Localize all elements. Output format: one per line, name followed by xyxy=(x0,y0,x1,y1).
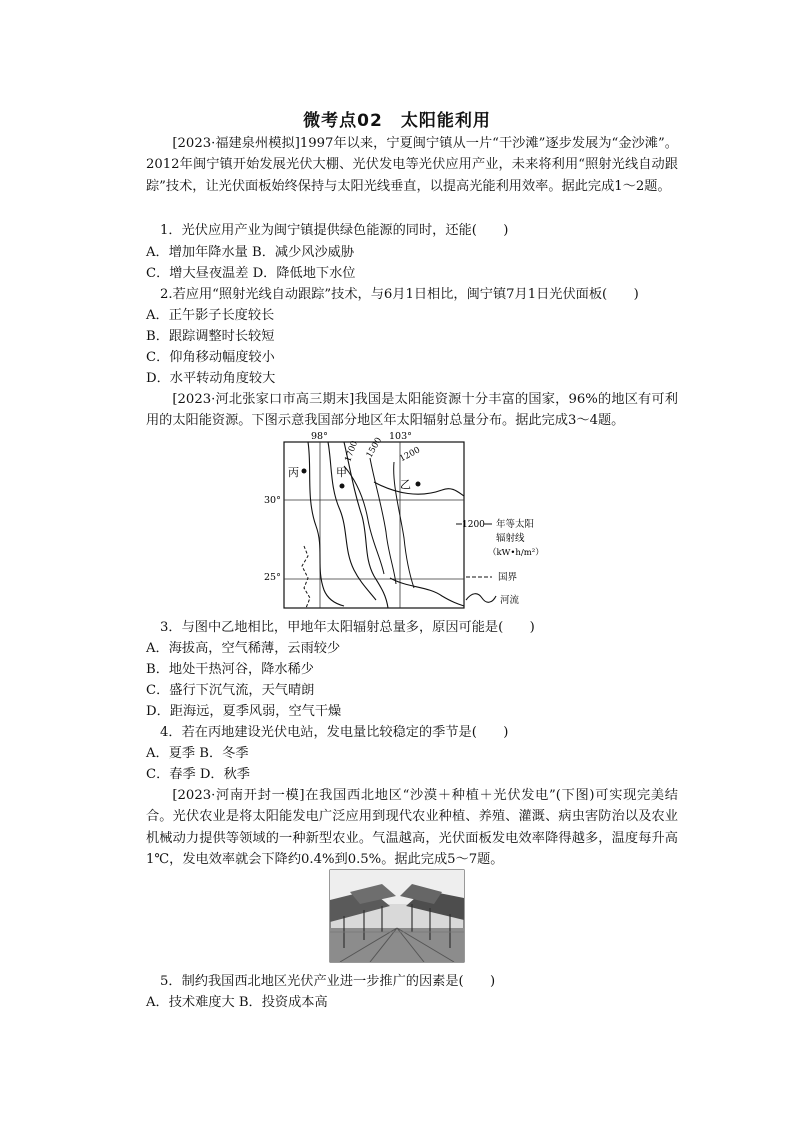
q2-option-d: D．水平转动角度较大 xyxy=(146,371,276,386)
q2-stem: 2.若应用“照射光线自动跟踪”技术，与6月1日相比，闽宁镇7月1日光伏面板( ) xyxy=(160,287,639,302)
intro-passage-1: [2023·福建泉州模拟]1997年以来，宁夏闽宁镇从一片“干沙滩”逐步发展为“金沙滩”。2012年闽宁镇开始发展光伏大棚、光伏发电等光伏应用产业，未来将利用“照射光线自动跟踪”技术，让光伏面板始终保持与太阳光线垂直，以提高光能利用效率。据此完成1～2题。 xyxy=(146,136,678,194)
q2-option-a: A．正午影子长度较长 xyxy=(146,308,275,323)
q4-stem: 4．若在丙地建设光伏电站，发电量比较稳定的季节是( ) xyxy=(160,725,509,740)
agrivoltaic-photo xyxy=(330,870,464,962)
place-dot-jia xyxy=(340,484,345,489)
q3-option-d: D．距海远，夏季风弱，空气干燥 xyxy=(146,704,342,719)
q3-option-b: B．地处干热河谷，降水稀少 xyxy=(146,662,314,677)
lon-label-98: 98° xyxy=(311,431,328,442)
q4-options-cd: C．春季 D．秋季 xyxy=(146,767,250,782)
legend-iso-label-2: 辐射线 xyxy=(496,533,525,544)
solar-radiation-map xyxy=(264,428,560,614)
q1-stem: 1．光伏应用产业为闽宁镇提供绿色能源的同时，还能( ) xyxy=(160,223,509,238)
map-frame xyxy=(284,439,464,608)
q2-option-b: B．跟踪调整时长较短 xyxy=(146,329,275,344)
legend-iso-value: 1200 xyxy=(462,520,485,530)
lat-label-25: 25° xyxy=(264,572,281,583)
q1-options-cd: C．增大昼夜温差 D．降低地下水位 xyxy=(146,266,356,281)
intro-passage-3: [2023·河南开封一模]在我国西北地区“沙漠＋种植＋光伏发电”(下图)可实现完美结合。光伏农业是将太阳能发电广泛应用到现代农业种植、养殖、灌溉、病虫害防治以及农业机械动力提供等领域的一种新型农业。气温越高，光伏面板发电效率降得越多，温度每升高1℃，发电效率就会下降约0.4%到0.5%。据此完成5～7题。 xyxy=(146,788,678,867)
place-label-yi: 乙 xyxy=(400,478,411,491)
q3-option-a: A．海拔高，空气稀薄，云雨较少 xyxy=(146,641,341,656)
q5-stem: 5．制约我国西北地区光伏产业进一步推广的因素是( ) xyxy=(160,974,496,989)
legend-iso-unit: （kW•h/m²） xyxy=(488,548,544,558)
isoline-label-1500: 1500 xyxy=(364,435,385,460)
legend-iso-label-1: 年等太阳 xyxy=(496,519,535,530)
legend-border-label: 国界 xyxy=(498,572,518,583)
isoline-label-1200: 1200 xyxy=(398,445,422,465)
isoline-label-1700: 1700 xyxy=(343,439,361,464)
legend-river-label: 河流 xyxy=(500,595,520,606)
q2-option-c: C．仰角移动幅度较小 xyxy=(146,350,275,365)
q5-options-ab: A．技术难度大 B．投资成本高 xyxy=(146,995,328,1010)
place-label-jia: 甲 xyxy=(336,466,347,479)
lat-label-30: 30° xyxy=(264,495,281,506)
q1-options-ab: A．增加年降水量 B．减少风沙威胁 xyxy=(146,245,355,260)
q3-stem: 3．与图中乙地相比，甲地年太阳辐射总量多，原因可能是( ) xyxy=(160,620,535,635)
map-legend xyxy=(456,518,544,606)
page-title: 微考点02 太阳能利用 xyxy=(303,111,491,131)
q4-options-ab: A．夏季 B．冬季 xyxy=(146,746,249,761)
lon-label-103: 103° xyxy=(389,431,412,442)
place-label-bing: 丙 xyxy=(288,466,299,479)
intro-passage-2: [2023·河北张家口市高三期末]我国是太阳能资源十分丰富的国家，96%的地区有可利用的太阳能资源。下图示意我国部分地区年太阳辐射总量分布。据此完成3～4题。 xyxy=(146,392,678,429)
place-dot-bing xyxy=(302,469,307,474)
place-dot-yi xyxy=(416,482,421,487)
q3-option-c: C．盛行下沉气流，天气晴朗 xyxy=(146,683,315,698)
